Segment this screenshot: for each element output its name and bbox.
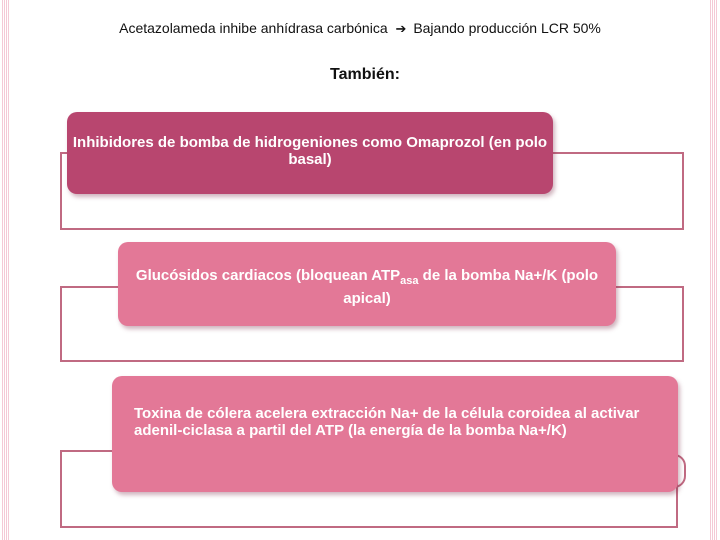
subtitle: También: (330, 66, 400, 83)
item-2-text (118, 242, 616, 307)
header-right-text: Bajando producción LCR 50% (413, 20, 601, 36)
header-line (0, 20, 720, 37)
item-2-subscript: asa (400, 275, 419, 287)
item-box-3 (112, 376, 678, 492)
item-2-text-before: Glucósidos cardiacos (bloquean ATP (135, 267, 401, 284)
item-2-text-after: de la bomba Na+/K (polo apical) (343, 267, 599, 307)
header-left-text: Acetazolameda inhibe anhídrasa carbónica (119, 20, 388, 36)
item-box-2 (118, 242, 616, 326)
item-1-text: Inhibidores de bomba de hidrogeniones como Omaprozol (en polo basal) (72, 134, 548, 168)
item-box-1 (67, 112, 553, 194)
item-3-text: Toxina de cólera acelera extracción Na+ de la célula coroidea al activar adenil-ciclasa a partil del ATP (la energía de la bomba Na+/K) (134, 405, 640, 439)
right-arrow-icon: ➔ (395, 21, 407, 36)
